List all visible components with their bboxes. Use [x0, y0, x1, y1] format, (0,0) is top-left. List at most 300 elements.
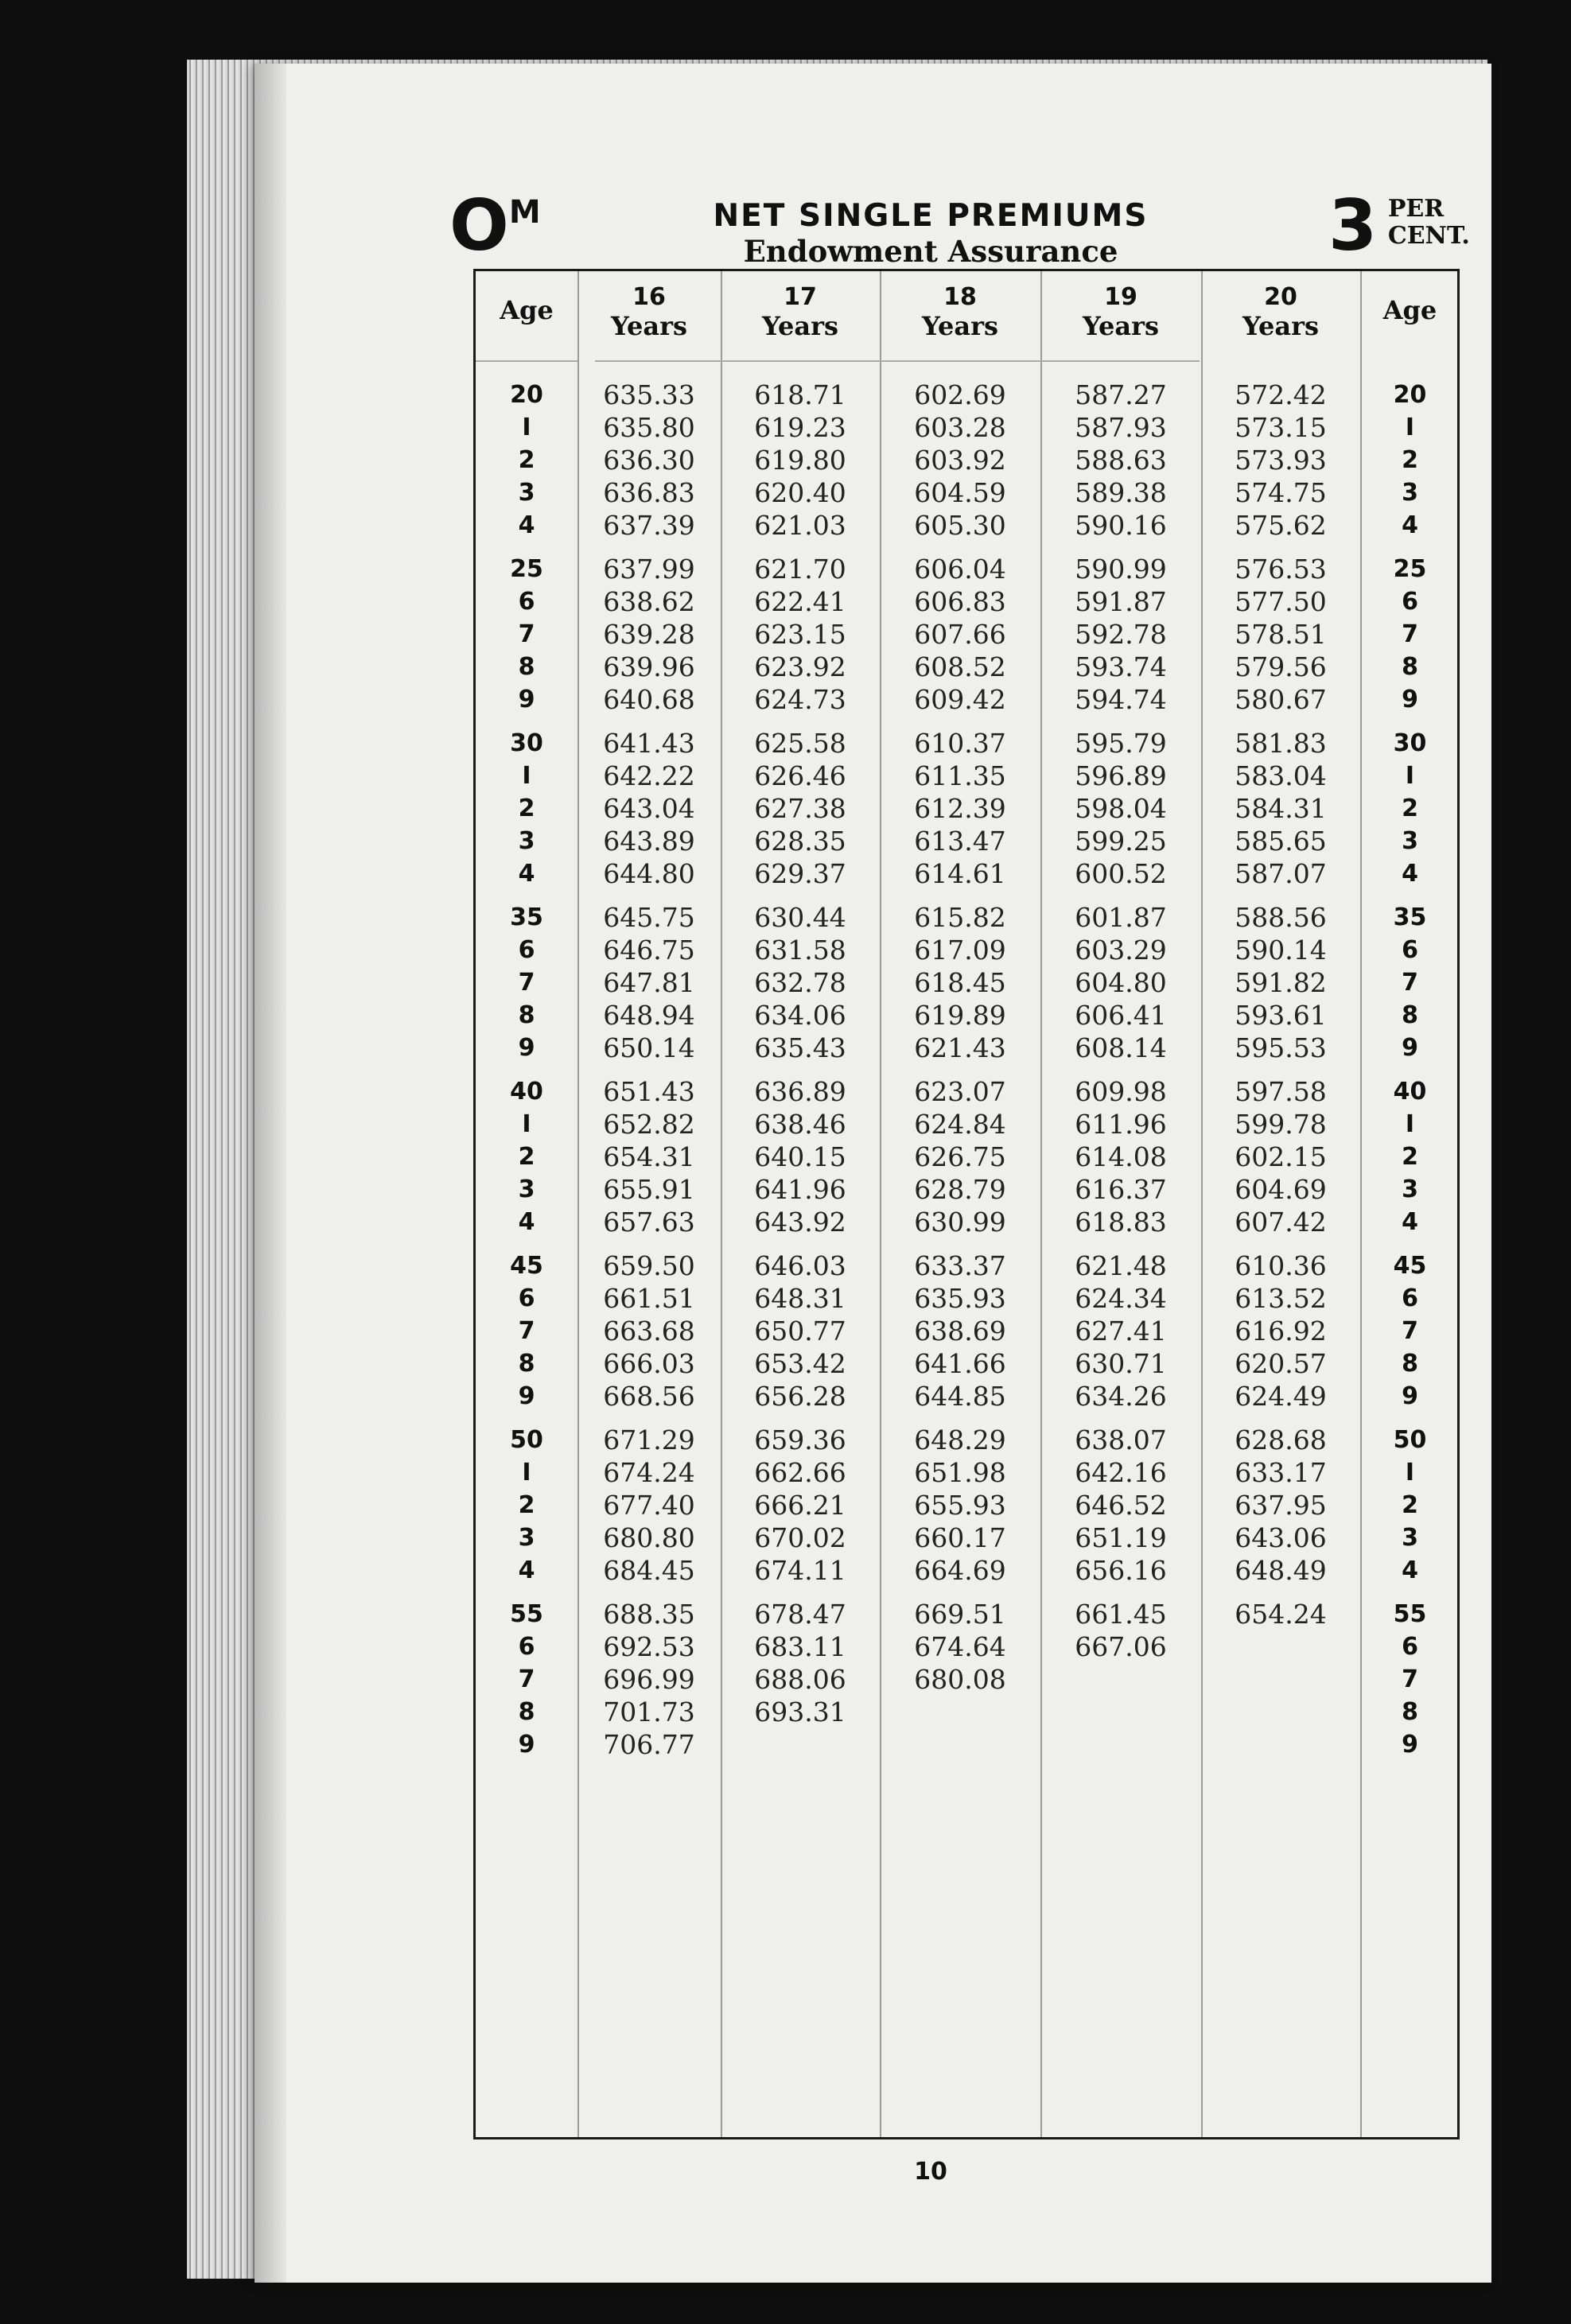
age-cell-left: 2	[518, 1143, 535, 1171]
age-cell-right: I	[1405, 762, 1415, 790]
premium-cell: 670.02	[754, 1522, 846, 1553]
premium-cell: 629.37	[754, 858, 846, 889]
age-cell-right: 7	[1402, 1665, 1418, 1693]
table-row	[476, 1173, 1457, 1206]
age-cell-left: 7	[518, 969, 535, 997]
page-title: NET SINGLE PREMIUMS	[713, 198, 1149, 234]
column-header-unit: Years	[1242, 311, 1320, 341]
premium-cell: 633.17	[1235, 1457, 1327, 1488]
age-cell-left: 8	[518, 653, 535, 681]
premium-cell: 638.69	[914, 1316, 1006, 1347]
premium-cell: 585.65	[1235, 826, 1327, 857]
age-cell-left: I	[522, 762, 531, 790]
premium-cell: 623.15	[754, 619, 846, 650]
table-row	[476, 966, 1457, 999]
age-cell-left: 4	[518, 511, 535, 539]
premium-cell: 677.40	[603, 1490, 695, 1521]
premium-cell: 602.15	[1235, 1141, 1327, 1172]
age-cell-right: I	[1405, 414, 1415, 441]
premium-cell: 584.31	[1235, 793, 1327, 824]
table-row	[476, 1380, 1457, 1413]
age-cell-left: 2	[518, 1491, 535, 1519]
age-cell-left: 50	[510, 1426, 543, 1454]
premium-cell: 661.51	[603, 1283, 695, 1314]
premium-cell: 650.77	[754, 1316, 846, 1347]
premium-cell: 607.66	[914, 619, 1006, 650]
age-cell-right: 45	[1393, 1252, 1427, 1280]
table-row	[476, 1728, 1457, 1761]
table-row	[476, 476, 1457, 509]
premium-cell: 624.49	[1235, 1381, 1327, 1412]
table-row	[476, 1347, 1457, 1380]
premium-cell: 651.98	[914, 1457, 1006, 1488]
premium-cell: 610.37	[914, 728, 1006, 759]
page-number: 10	[914, 2158, 947, 2186]
table-row	[476, 1598, 1457, 1630]
age-cell-right: 9	[1402, 1034, 1418, 1062]
table-row	[476, 825, 1457, 857]
interest-rate-label	[1388, 196, 1470, 250]
premium-cell: 612.39	[914, 793, 1006, 824]
age-cell-left: 6	[518, 936, 535, 964]
premium-cell: 623.92	[754, 651, 846, 682]
table-row	[476, 1456, 1457, 1489]
column-header-18-years	[880, 284, 1040, 341]
table-row	[476, 1141, 1457, 1173]
premium-cell: 609.42	[914, 684, 1006, 715]
premium-cell: 668.56	[603, 1381, 695, 1412]
premium-cell: 641.43	[603, 728, 695, 759]
premium-cell: 610.36	[1235, 1250, 1327, 1281]
premium-cell: 640.68	[603, 684, 695, 715]
age-cell-right: 4	[1402, 1556, 1418, 1584]
premium-cell: 603.92	[914, 445, 1006, 476]
premium-cell: 621.43	[914, 1032, 1006, 1063]
premium-cell: 636.83	[603, 477, 695, 508]
age-cell-left: 3	[518, 1176, 535, 1203]
premium-cell: 641.96	[754, 1174, 846, 1205]
premium-cell: 615.82	[914, 902, 1006, 933]
age-cell-left: 6	[518, 1633, 535, 1661]
header-rule	[595, 360, 1200, 362]
premium-cell: 669.51	[914, 1599, 1006, 1630]
age-cell-left: 2	[518, 446, 535, 474]
age-cell-left: 8	[518, 1350, 535, 1378]
column-header-unit: Years	[1082, 311, 1160, 341]
age-cell-left: 8	[518, 1001, 535, 1029]
age-cell-right: 3	[1402, 1176, 1418, 1203]
age-cell-right: 9	[1402, 1382, 1418, 1410]
page	[255, 64, 1491, 2283]
premium-cell: 647.81	[603, 967, 695, 998]
premium-cell: 641.66	[914, 1348, 1006, 1379]
age-cell-right: 35	[1393, 904, 1427, 931]
age-cell-left: 35	[510, 904, 543, 931]
premium-cell: 653.42	[754, 1348, 846, 1379]
age-cell-right: 4	[1402, 1208, 1418, 1236]
age-cell-right: 3	[1402, 827, 1418, 855]
premium-cell: 601.87	[1075, 902, 1167, 933]
premium-cell: 683.11	[754, 1631, 846, 1662]
age-cell-right: I	[1405, 1110, 1415, 1138]
age-cell-right: 9	[1402, 1731, 1418, 1759]
column-header-19-years	[1040, 284, 1201, 341]
premium-cell: 638.46	[754, 1109, 846, 1140]
premium-cell: 606.41	[1075, 1000, 1167, 1031]
premium-cell	[721, 1728, 880, 1761]
premium-cell: 573.93	[1235, 445, 1327, 476]
premium-table	[473, 269, 1460, 2139]
age-cell-right: 6	[1402, 1633, 1418, 1661]
premium-cell: 627.38	[754, 793, 846, 824]
premium-cell	[1201, 1630, 1360, 1663]
interest-rate-label-per: PER	[1387, 195, 1445, 223]
column-header-20-years	[1201, 284, 1360, 341]
premium-cell: 604.59	[914, 477, 1006, 508]
premium-cell: 587.27	[1075, 379, 1167, 410]
column-header-age-right: Age	[1382, 295, 1437, 325]
premium-cell: 624.84	[914, 1109, 1006, 1140]
premium-cell: 657.63	[603, 1207, 695, 1238]
premium-cell: 628.35	[754, 826, 846, 857]
table-row	[476, 901, 1457, 934]
premium-cell: 674.11	[754, 1555, 846, 1586]
premium-cell: 583.04	[1235, 760, 1327, 791]
premium-cell: 621.70	[754, 554, 846, 585]
premium-cell	[880, 1728, 1040, 1761]
premium-cell: 619.80	[754, 445, 846, 476]
premium-cell: 626.46	[754, 760, 846, 791]
premium-cell: 590.99	[1075, 554, 1167, 585]
premium-cell: 640.15	[754, 1141, 846, 1172]
premium-cell: 661.45	[1075, 1599, 1167, 1630]
age-cell-right: 3	[1402, 479, 1418, 507]
premium-cell: 587.93	[1075, 412, 1167, 443]
interest-rate-label-cent: CENT.	[1387, 222, 1470, 250]
age-cell-right: 55	[1393, 1600, 1427, 1628]
premium-cell: 595.79	[1075, 728, 1167, 759]
premium-cell	[880, 1696, 1040, 1728]
age-cell-left: 4	[518, 1208, 535, 1236]
premium-cell: 618.83	[1075, 1207, 1167, 1238]
premium-cell: 620.57	[1235, 1348, 1327, 1379]
premium-cell: 655.93	[914, 1490, 1006, 1521]
table-row	[476, 934, 1457, 966]
premium-cell: 611.35	[914, 760, 1006, 791]
premium-cell: 581.83	[1235, 728, 1327, 759]
premium-cell: 627.41	[1075, 1316, 1167, 1347]
premium-cell: 636.89	[754, 1076, 846, 1107]
age-cell-right: 20	[1393, 381, 1427, 409]
premium-cell: 594.74	[1075, 684, 1167, 715]
premium-cell: 655.91	[603, 1174, 695, 1205]
age-cell-right: 2	[1402, 1491, 1418, 1519]
premium-cell	[1201, 1696, 1360, 1728]
premium-cell: 608.52	[914, 651, 1006, 682]
premium-cell: 634.26	[1075, 1381, 1167, 1412]
premium-cell: 607.42	[1235, 1207, 1327, 1238]
age-cell-right: 4	[1402, 860, 1418, 888]
premium-cell: 626.75	[914, 1141, 1006, 1172]
premium-cell: 619.89	[914, 1000, 1006, 1031]
premium-cell: 574.75	[1235, 477, 1327, 508]
premium-cell: 656.28	[754, 1381, 846, 1412]
premium-cell: 663.68	[603, 1316, 695, 1347]
premium-cell: 599.25	[1075, 826, 1167, 857]
premium-cell: 652.82	[603, 1109, 695, 1140]
table-row	[476, 683, 1457, 716]
premium-cell: 599.78	[1235, 1109, 1327, 1140]
premium-cell: 706.77	[603, 1729, 695, 1760]
age-cell-right: 8	[1402, 1698, 1418, 1726]
premium-cell: 635.80	[603, 412, 695, 443]
premium-cell: 636.30	[603, 445, 695, 476]
premium-cell: 696.99	[603, 1664, 695, 1695]
premium-cell: 648.31	[754, 1283, 846, 1314]
premium-cell: 613.47	[914, 826, 1006, 857]
premium-cell: 613.52	[1235, 1283, 1327, 1314]
premium-cell: 671.29	[603, 1424, 695, 1455]
age-cell-right: 6	[1402, 936, 1418, 964]
age-cell-right: 9	[1402, 686, 1418, 713]
age-cell-left: I	[522, 414, 531, 441]
premium-cell: 621.48	[1075, 1250, 1167, 1281]
premium-cell: 674.64	[914, 1631, 1006, 1662]
premium-cell: 597.58	[1235, 1076, 1327, 1107]
age-cell-left: 3	[518, 827, 535, 855]
column-header-term: 16	[632, 283, 666, 311]
table-row	[476, 1206, 1457, 1238]
age-cell-left: 4	[518, 1556, 535, 1584]
table-row	[476, 1249, 1457, 1282]
table-code-superscript: M	[508, 194, 541, 231]
premium-cell	[1040, 1696, 1201, 1728]
premium-cell: 650.14	[603, 1032, 695, 1063]
premium-cell: 688.35	[603, 1599, 695, 1630]
premium-cell: 624.73	[754, 684, 846, 715]
age-cell-left: 2	[518, 795, 535, 822]
age-cell-right: 7	[1402, 620, 1418, 648]
table-row	[476, 1521, 1457, 1554]
premium-cell: 631.58	[754, 935, 846, 966]
table-row	[476, 379, 1457, 411]
premium-cell: 614.61	[914, 858, 1006, 889]
premium-cell: 592.78	[1075, 619, 1167, 650]
premium-cell: 595.53	[1235, 1032, 1327, 1063]
table-row	[476, 1489, 1457, 1521]
table-row	[476, 651, 1457, 683]
column-header-17-years	[721, 284, 880, 341]
premium-cell: 684.45	[603, 1555, 695, 1586]
premium-cell: 625.58	[754, 728, 846, 759]
interest-rate	[1328, 185, 1470, 266]
premium-cell: 637.95	[1235, 1490, 1327, 1521]
page-subtitle: Endowment Assurance	[743, 234, 1118, 269]
premium-cell: 587.07	[1235, 858, 1327, 889]
premium-cell: 572.42	[1235, 379, 1327, 410]
premium-cell: 646.03	[754, 1250, 846, 1281]
premium-cell: 642.22	[603, 760, 695, 791]
premium-cell: 643.06	[1235, 1522, 1327, 1553]
premium-cell: 674.24	[603, 1457, 695, 1488]
table-row	[476, 1663, 1457, 1696]
premium-cell: 638.62	[603, 586, 695, 617]
premium-cell: 606.83	[914, 586, 1006, 617]
premium-cell: 644.85	[914, 1381, 1006, 1412]
age-cell-left: 7	[518, 620, 535, 648]
premium-cell	[1201, 1663, 1360, 1696]
age-cell-left: 20	[510, 381, 543, 409]
age-cell-left: 6	[518, 1284, 535, 1312]
premium-cell: 628.79	[914, 1174, 1006, 1205]
premium-cell: 616.37	[1075, 1174, 1167, 1205]
table-row	[476, 857, 1457, 890]
premium-cell: 648.49	[1235, 1555, 1327, 1586]
premium-cell: 688.06	[754, 1664, 846, 1695]
table-row	[476, 1032, 1457, 1064]
premium-cell: 596.89	[1075, 760, 1167, 791]
premium-cell: 648.29	[914, 1424, 1006, 1455]
premium-cell: 593.61	[1235, 1000, 1327, 1031]
premium-cell: 620.40	[754, 477, 846, 508]
table-row	[476, 618, 1457, 651]
age-cell-right: 4	[1402, 511, 1418, 539]
premium-cell: 618.45	[914, 967, 1006, 998]
table-row	[476, 760, 1457, 792]
premium-cell: 643.92	[754, 1207, 846, 1238]
age-cell-right: 7	[1402, 1317, 1418, 1345]
age-cell-left: 40	[510, 1078, 543, 1106]
age-cell-left: 55	[510, 1600, 543, 1628]
premium-cell: 618.71	[754, 379, 846, 410]
premium-cell: 680.80	[603, 1522, 695, 1553]
column-header-unit: Years	[761, 311, 839, 341]
premium-cell: 662.66	[754, 1457, 846, 1488]
table-row	[476, 411, 1457, 444]
premium-cell: 578.51	[1235, 619, 1327, 650]
table-row	[476, 1630, 1457, 1663]
premium-cell: 651.43	[603, 1076, 695, 1107]
age-cell-right: 2	[1402, 446, 1418, 474]
table-row	[476, 1554, 1457, 1587]
premium-cell: 573.15	[1235, 412, 1327, 443]
premium-cell: 616.92	[1235, 1316, 1327, 1347]
premium-cell: 603.29	[1075, 935, 1167, 966]
premium-cell: 634.06	[754, 1000, 846, 1031]
premium-cell: 638.07	[1075, 1424, 1167, 1455]
premium-cell: 576.53	[1235, 554, 1327, 585]
age-cell-left: I	[522, 1110, 531, 1138]
table-row	[476, 999, 1457, 1032]
premium-cell: 637.39	[603, 510, 695, 541]
premium-cell: 664.69	[914, 1555, 1006, 1586]
premium-cell: 603.28	[914, 412, 1006, 443]
premium-cell: 639.28	[603, 619, 695, 650]
premium-cell: 575.62	[1235, 510, 1327, 541]
age-cell-left: 4	[518, 860, 535, 888]
premium-cell: 605.30	[914, 510, 1006, 541]
age-cell-left: 8	[518, 1698, 535, 1726]
table-row	[476, 1315, 1457, 1347]
premium-cell: 611.96	[1075, 1109, 1167, 1140]
premium-cell: 621.03	[754, 510, 846, 541]
premium-cell: 643.04	[603, 793, 695, 824]
premium-cell: 646.75	[603, 935, 695, 966]
age-cell-right: 8	[1402, 653, 1418, 681]
premium-cell: 651.19	[1075, 1522, 1167, 1553]
table-row	[476, 727, 1457, 760]
column-header-term: 18	[943, 283, 977, 311]
premium-cell: 644.80	[603, 858, 695, 889]
age-cell-right: I	[1405, 1459, 1415, 1487]
age-cell-left: 7	[518, 1317, 535, 1345]
age-cell-right: 7	[1402, 969, 1418, 997]
premium-cell: 642.16	[1075, 1457, 1167, 1488]
premium-cell: 659.50	[603, 1250, 695, 1281]
premium-cell: 639.96	[603, 651, 695, 682]
premium-cell: 630.71	[1075, 1348, 1167, 1379]
premium-cell: 602.69	[914, 379, 1006, 410]
table-row	[476, 1075, 1457, 1108]
age-cell-left: 45	[510, 1252, 543, 1280]
premium-cell: 591.87	[1075, 586, 1167, 617]
premium-cell: 591.82	[1235, 967, 1327, 998]
page-title-block	[652, 199, 1209, 269]
column-header-term: 17	[784, 283, 817, 311]
premium-cell: 701.73	[603, 1696, 695, 1727]
age-cell-left: 7	[518, 1665, 535, 1693]
premium-cell: 666.03	[603, 1348, 695, 1379]
age-cell-right: 6	[1402, 588, 1418, 616]
age-cell-left: I	[522, 1459, 531, 1487]
column-header-unit: Years	[610, 311, 688, 341]
table-code	[449, 185, 541, 266]
age-cell-right: 8	[1402, 1001, 1418, 1029]
premium-cell: 588.56	[1235, 902, 1327, 933]
premium-cell: 630.99	[914, 1207, 1006, 1238]
premium-cell: 632.78	[754, 967, 846, 998]
premium-cell: 693.31	[754, 1696, 846, 1727]
column-header-term: 20	[1264, 283, 1297, 311]
table-row	[476, 1696, 1457, 1728]
premium-cell: 604.80	[1075, 967, 1167, 998]
age-cell-left: 9	[518, 1731, 535, 1759]
premium-cell: 600.52	[1075, 858, 1167, 889]
premium-cell	[1040, 1728, 1201, 1761]
table-row	[476, 1282, 1457, 1315]
premium-cell: 646.52	[1075, 1490, 1167, 1521]
table-row	[476, 1108, 1457, 1141]
premium-cell: 617.09	[914, 935, 1006, 966]
column-header-16-years	[577, 284, 721, 341]
premium-cell: 680.08	[914, 1664, 1006, 1695]
table-row	[476, 509, 1457, 542]
premium-cell: 577.50	[1235, 586, 1327, 617]
column-header-term: 19	[1104, 283, 1137, 311]
age-cell-left: 6	[518, 588, 535, 616]
age-cell-left: 9	[518, 1034, 535, 1062]
premium-cell: 580.67	[1235, 684, 1327, 715]
premium-cell: 579.56	[1235, 651, 1327, 682]
age-cell-left: 3	[518, 1524, 535, 1552]
age-cell-left: 30	[510, 729, 543, 757]
premium-cell: 623.07	[914, 1076, 1006, 1107]
premium-cell: 654.24	[1235, 1599, 1327, 1630]
age-cell-right: 6	[1402, 1284, 1418, 1312]
age-cell-right: 2	[1402, 795, 1418, 822]
premium-cell: 609.98	[1075, 1076, 1167, 1107]
premium-cell: 659.36	[754, 1424, 846, 1455]
